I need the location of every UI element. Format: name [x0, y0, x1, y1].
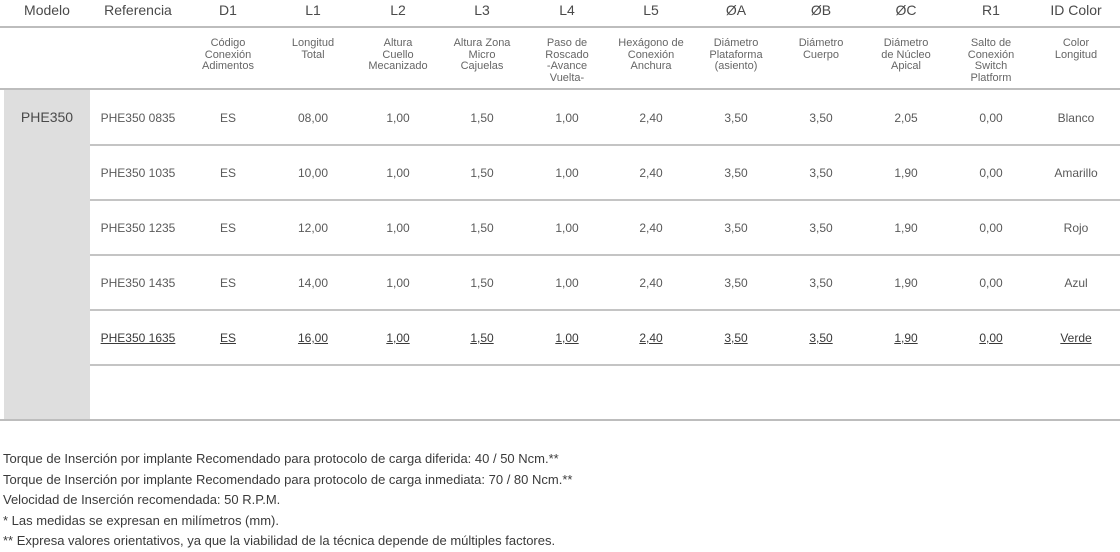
note-torque-diferida: Torque de Inserción por implante Recomendado para protocolo de carga diferida: 40 / 50 Ncm.** — [3, 451, 559, 466]
body-top-rule — [0, 88, 1120, 90]
cell-id-color: Rojo — [1063, 221, 1089, 235]
header-l5: L5 — [643, 2, 659, 18]
cell-l5: 2,40 — [639, 221, 663, 235]
cell-referencia: PHE350 1435 — [100, 276, 176, 290]
cell-l4: 1,00 — [555, 166, 579, 180]
cell-referencia: PHE350 0835 — [100, 111, 176, 125]
header-diam-a: ØA — [725, 2, 747, 18]
cell-diam-c: 2,05 — [894, 111, 918, 125]
cell-l4: 1,00 — [555, 221, 579, 235]
table-row — [0, 276, 1120, 296]
cell-l5: 2,40 — [639, 166, 663, 180]
cell-r1: 0,00 — [979, 111, 1003, 125]
cell-diam-c: 1,90 — [894, 331, 918, 345]
cell-id-color: Azul — [1064, 276, 1088, 290]
cell-diam-a: 3,50 — [724, 276, 748, 290]
model-column — [4, 90, 90, 420]
header-r1: R1 — [982, 2, 1000, 18]
header-diam-b: ØB — [810, 2, 832, 18]
cell-l3: 1,50 — [470, 276, 494, 290]
cell-l3: 1,50 — [470, 331, 494, 345]
cell-d1: ES — [219, 166, 236, 180]
desc-l1: Longitud Total — [291, 37, 335, 61]
row-divider — [90, 364, 1120, 366]
cell-l1: 10,00 — [297, 166, 329, 180]
footnotes — [3, 449, 1113, 552]
cell-l3: 1,50 — [470, 111, 494, 125]
cell-diam-b: 3,50 — [809, 276, 833, 290]
table-row — [0, 331, 1120, 351]
note-orientativos: ** Expresa valores orientativos, ya que la viabilidad de la técnica depende de múltiples factores. — [3, 533, 556, 548]
cell-l3: 1,50 — [470, 166, 494, 180]
cell-diam-a: 3,50 — [724, 331, 748, 345]
cell-l4: 1,00 — [555, 276, 579, 290]
cell-diam-b: 3,50 — [809, 111, 833, 125]
cell-l4: 1,00 — [555, 111, 579, 125]
header-l3: L3 — [474, 2, 490, 18]
cell-d1: ES — [219, 111, 236, 125]
cell-l5: 2,40 — [639, 331, 663, 345]
cell-l2: 1,00 — [386, 276, 410, 290]
cell-l2: 1,00 — [386, 111, 410, 125]
desc-d1: Código Conexión Adimentos — [202, 37, 254, 72]
note-medidas: * Las medidas se expresan en milímetros (mm). — [3, 512, 279, 528]
cell-referencia: PHE350 1035 — [100, 166, 176, 180]
model-name: PHE350 — [20, 109, 74, 125]
row-divider — [90, 254, 1120, 256]
table-row — [0, 221, 1120, 241]
desc-l4: Paso de Roscado -Avance Vuelta- — [545, 37, 589, 84]
table-row — [0, 166, 1120, 186]
header-d1: D1 — [219, 2, 237, 18]
desc-diam-a: Diámetro Plataforma (asiento) — [709, 37, 763, 72]
cell-l2: 1,00 — [386, 221, 410, 235]
header-diam-c: ØC — [895, 2, 917, 18]
table-bottom-rule — [0, 419, 1120, 421]
header-l4: L4 — [559, 2, 575, 18]
row-divider — [90, 144, 1120, 146]
cell-diam-b: 3,50 — [809, 331, 833, 345]
cell-l1: 12,00 — [297, 221, 329, 235]
cell-r1: 0,00 — [979, 221, 1003, 235]
cell-r1: 0,00 — [979, 276, 1003, 290]
cell-d1: ES — [219, 221, 236, 235]
desc-l2: Altura Cuello Mecanizado — [368, 37, 428, 72]
cell-diam-a: 3,50 — [724, 111, 748, 125]
cell-l1: 08,00 — [297, 111, 329, 125]
table-row — [0, 111, 1120, 131]
cell-r1: 0,00 — [979, 331, 1003, 345]
header-id-color: ID Color — [1050, 2, 1102, 18]
cell-l5: 2,40 — [639, 276, 663, 290]
cell-referencia: PHE350 1235 — [100, 221, 176, 235]
row-divider — [90, 309, 1120, 311]
cell-id-color: Verde — [1060, 331, 1092, 345]
cell-d1: ES — [219, 276, 236, 290]
row-divider — [90, 199, 1120, 201]
desc-id-color: Color Longitud — [1054, 37, 1098, 61]
cell-diam-c: 1,90 — [894, 166, 918, 180]
cell-l4: 1,00 — [555, 331, 579, 345]
cell-diam-c: 1,90 — [894, 221, 918, 235]
note-velocidad: Velocidad de Inserción recomendada: 50 R.P.M. — [3, 492, 281, 507]
desc-l3: Altura Zona Micro Cajuelas — [453, 37, 511, 72]
header-rule — [0, 26, 1120, 28]
cell-r1: 0,00 — [979, 166, 1003, 180]
cell-l3: 1,50 — [470, 221, 494, 235]
header-modelo: Modelo — [24, 2, 70, 18]
cell-diam-b: 3,50 — [809, 221, 833, 235]
note-torque-inmediata: Torque de Inserción por implante Recomendado para protocolo de carga inmediata: 70 / 80 Ncm.** — [3, 471, 573, 487]
cell-diam-a: 3,50 — [724, 221, 748, 235]
cell-l5: 2,40 — [639, 111, 663, 125]
header-l2: L2 — [390, 2, 406, 18]
table-header — [0, 0, 1120, 22]
cell-referencia: PHE350 1635 — [100, 331, 176, 345]
desc-diam-b: Diámetro Cuerpo — [798, 37, 844, 61]
header-l1: L1 — [305, 2, 321, 18]
desc-l5: Hexágono de Conexión Anchura — [618, 37, 684, 72]
cell-l1: 16,00 — [297, 331, 329, 345]
cell-l2: 1,00 — [386, 331, 410, 345]
cell-id-color: Blanco — [1057, 111, 1095, 125]
cell-diam-a: 3,50 — [724, 166, 748, 180]
cell-d1: ES — [219, 331, 236, 345]
header-referencia: Referencia — [104, 2, 172, 18]
desc-diam-c: Diámetro de Núcleo Apical — [881, 37, 931, 72]
desc-r1: Salto de Conexión Switch Platform — [967, 37, 1015, 84]
cell-l2: 1,00 — [386, 166, 410, 180]
cell-diam-c: 1,90 — [894, 276, 918, 290]
cell-diam-b: 3,50 — [809, 166, 833, 180]
cell-l1: 14,00 — [297, 276, 329, 290]
cell-id-color: Amarillo — [1054, 166, 1098, 180]
